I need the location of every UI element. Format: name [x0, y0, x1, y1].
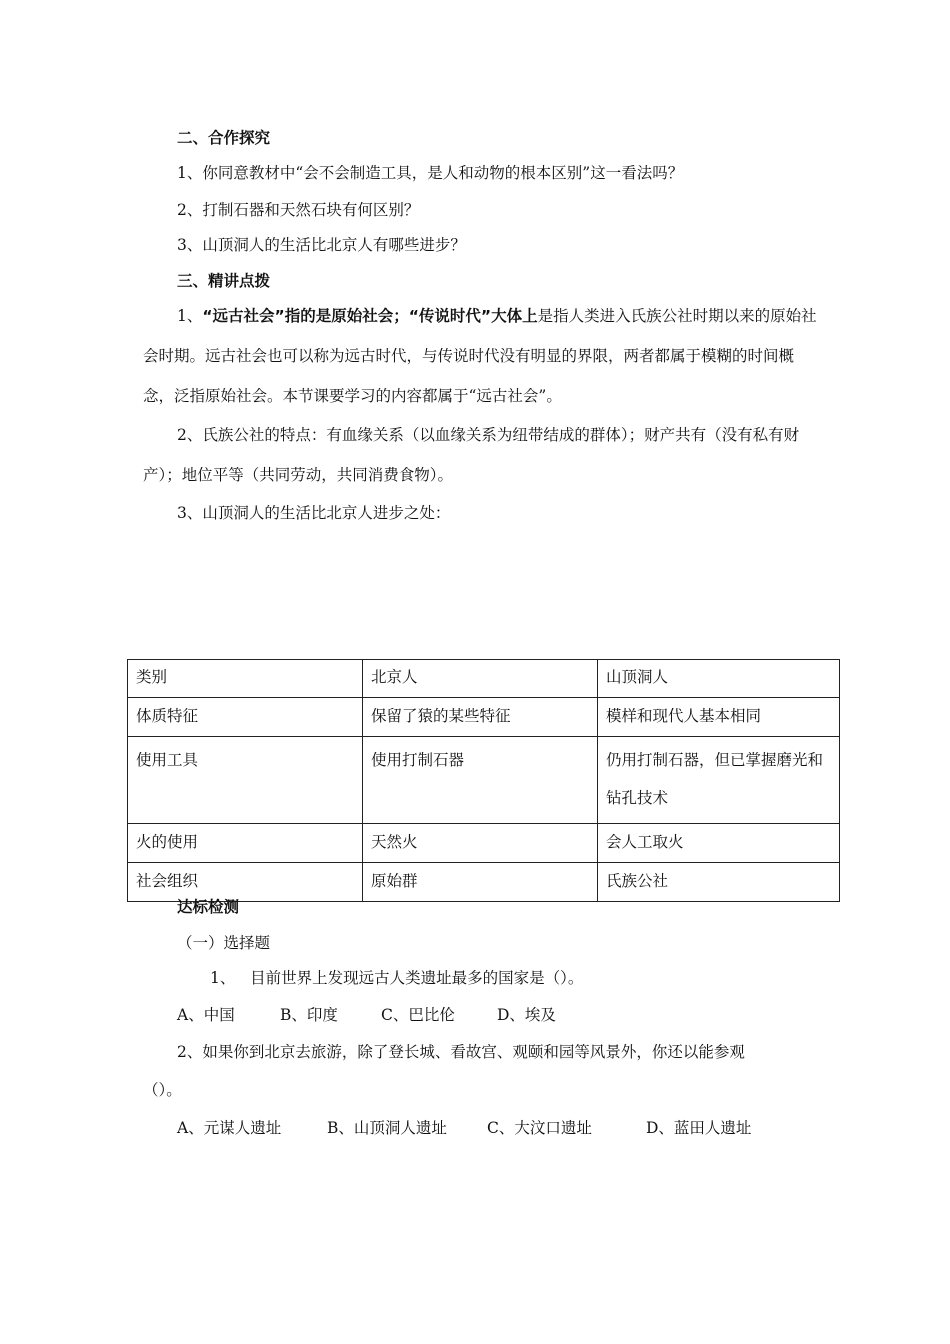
explanation-paragraph-2: 2、氏族公社的特点：有血缘关系（以血缘关系为纽带结成的群体）；财产共有（没有私有财产）；地位平等（共同劳动，共同消费食物）。 [143, 426, 800, 484]
choice-question-2-option-b: B、山顶洞人遗址 [327, 1119, 447, 1137]
table-cell: 使用打制石器 [363, 737, 598, 824]
table-cell: 会人工取火 [598, 824, 840, 863]
table-cell: 火的使用 [128, 824, 363, 863]
table-cell: 模样和现代人基本相同 [598, 698, 840, 737]
table-header-category: 类别 [128, 660, 363, 698]
table-cell: 保留了猿的某些特征 [363, 698, 598, 737]
table-cell: 体质特征 [128, 698, 363, 737]
multiple-choice-heading: （一）选择题 [177, 934, 271, 952]
choice-question-2-stem: 2、如果你到北京去旅游，除了登长城、看故宫、观颐和园等风景外，你还以能参观 [177, 1043, 745, 1061]
table-row [128, 824, 840, 863]
explanation-paragraph-3: 3、山顶洞人的生活比北京人进步之处： [177, 504, 451, 522]
section-heading-explanation: 三、精讲点拨 [177, 272, 271, 290]
table-cell: 仍用打制石器，但已掌握磨光和钻孔技术 [598, 737, 840, 824]
table-cell: 氏族公社 [598, 863, 840, 902]
paragraph-1-prefix: 1、 [177, 307, 203, 325]
choice-question-1-option-d: D、埃及 [497, 1006, 556, 1024]
question-3: 3、山顶洞人的生活比北京人有哪些进步？ [177, 236, 466, 254]
question-2: 2、打制石器和天然石块有何区别？ [177, 201, 420, 219]
table-header-row [128, 660, 840, 698]
choice-question-2-stem-tail: （）。 [143, 1081, 182, 1099]
table-cell: 使用工具 [128, 737, 363, 824]
choice-question-2-option-d: D、蓝田人遗址 [646, 1119, 752, 1137]
table-row [128, 698, 840, 737]
choice-question-2-option-c: C、大汶口遗址 [487, 1119, 592, 1137]
table-cell: 原始群 [363, 863, 598, 902]
term-legend-era: “传说时代”大体上 [408, 307, 538, 325]
choice-question-1-stem: 1、 目前世界上发现远古人类遗址最多的国家是（）。 [210, 969, 584, 987]
choice-question-1-option-b: B、印度 [280, 1006, 338, 1024]
table-row [128, 737, 840, 824]
comparison-table [127, 659, 840, 902]
choice-question-1-option-a: A、中国 [177, 1006, 235, 1024]
question-1: 1、你同意教材中“会不会制造工具，是人和动物的根本区别”这一看法吗？ [177, 164, 684, 182]
paragraph-1-body: 是指人类进入氏族公社时期以来的原始社会时期。远古社会也可以称为远古时代，与传说时代没有明显的界限，两者都属于模糊的时间概念，泛指原始社会。本节课要学习的内容都属于“远古社会”。 [143, 307, 817, 405]
table-row [128, 863, 840, 902]
table-header-upper-cave-man: 山顶洞人 [598, 660, 840, 698]
term-ancient-society: “远古社会”指的是原始社会； [202, 307, 409, 325]
table-header-peking-man: 北京人 [363, 660, 598, 698]
choice-question-2-option-a: A、元谋人遗址 [177, 1119, 282, 1137]
section-heading-cooperation: 二、合作探究 [177, 129, 271, 147]
table-cell: 天然火 [363, 824, 598, 863]
choice-question-1-option-c: C、巴比伦 [381, 1006, 455, 1024]
test-heading: 达标检测 [177, 898, 240, 916]
explanation-paragraph-1 [143, 296, 823, 416]
table-cell: 社会组织 [128, 863, 363, 902]
